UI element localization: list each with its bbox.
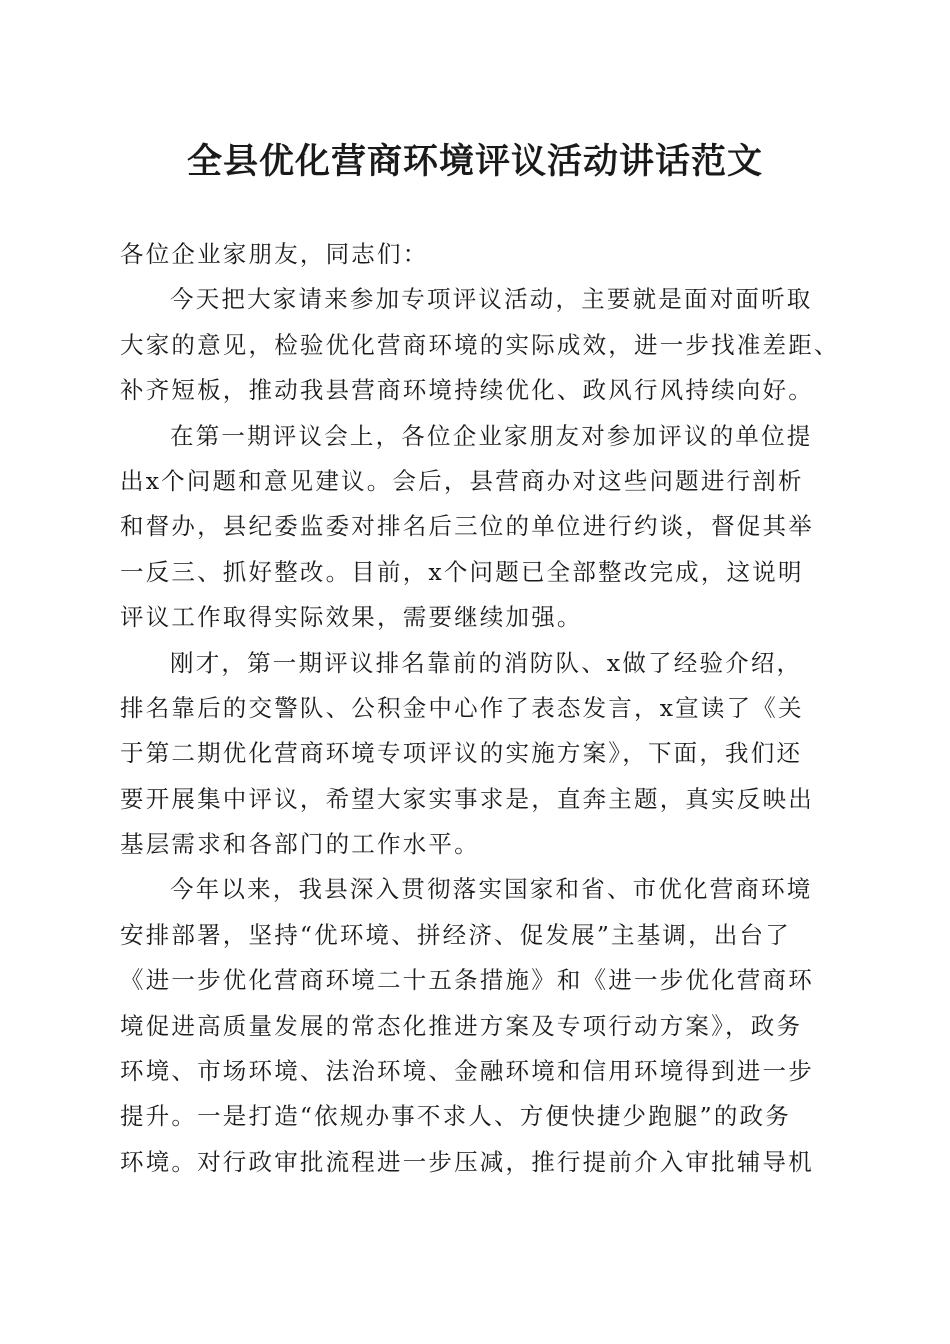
paragraph-line: 于第二期优化营商环境专项评议的实施方案》，下面，我们还 (120, 739, 803, 768)
paragraph-line: 在第一期评议会上，各位企业家朋友对参加评议的单位提 (170, 421, 813, 450)
paragraph-line: 要开展集中评议，希望大家实事求是，直奔主题，真实反映出 (120, 784, 814, 813)
paragraph-line: 排名靠后的交警队、公积金中心作了表态发言，x宣读了《关 (120, 693, 804, 722)
paragraph-line: 环境、市场环境、法治环境、金融环境和信用环境得到进一步 (120, 1057, 814, 1086)
paragraph-line: 刚才，第一期评议排名靠前的消防队、x做了经验介绍， (170, 648, 803, 677)
paragraph-line: 今年以来，我县深入贯彻落实国家和省、市优化营商环境 (170, 875, 813, 904)
document-body (120, 232, 840, 1185)
paragraph-line: 环境。对行政审批流程进一步压减，推行提前介入审批辅导机 (120, 1147, 814, 1176)
document-title: 全县优化营商环境评议活动讲话范文 (186, 141, 763, 182)
salutation-line: 各位企业家朋友，同志们： (120, 240, 429, 268)
paragraph-line: 一反三、抓好整改。目前，x个问题已全部整改完成，这说明 (120, 557, 804, 586)
paragraph-line: 境促进高质量发展的常态化推进方案及专项行动方案》，政务 (120, 1011, 803, 1040)
paragraph-line: 补齐短板，推动我县营商环境持续优化、政风行风持续向好。 (120, 376, 814, 405)
paragraph-line: 今天把大家请来参加专项评议活动，主要就是面对面听取 (170, 285, 813, 314)
paragraph-line: 基层需求和各部门的工作水平。 (120, 830, 480, 859)
paragraph-line: 安排部署，坚持“优环境、拼经济、促发展”主基调，出台了 (120, 920, 791, 949)
paragraph-line: 大家的意见，检验优化营商环境的实际成效，进一步找准差距、 (120, 330, 840, 359)
paragraph-line: 提升。一是打造“依规办事不求人、方便快捷少跑腿”的政务 (120, 1102, 791, 1131)
paragraph-line: 出x个问题和意见建议。会后，县营商办对这些问题进行剖析 (120, 466, 804, 495)
paragraph-line: 和督办，县纪委监委对排名后三位的单位进行约谈，督促其举 (120, 512, 814, 541)
paragraph-line: 《进一步优化营商环境二十五条措施》和《进一步优化营商环 (120, 966, 814, 995)
paragraph-line: 评议工作取得实际效果，需要继续加强。 (120, 603, 583, 632)
